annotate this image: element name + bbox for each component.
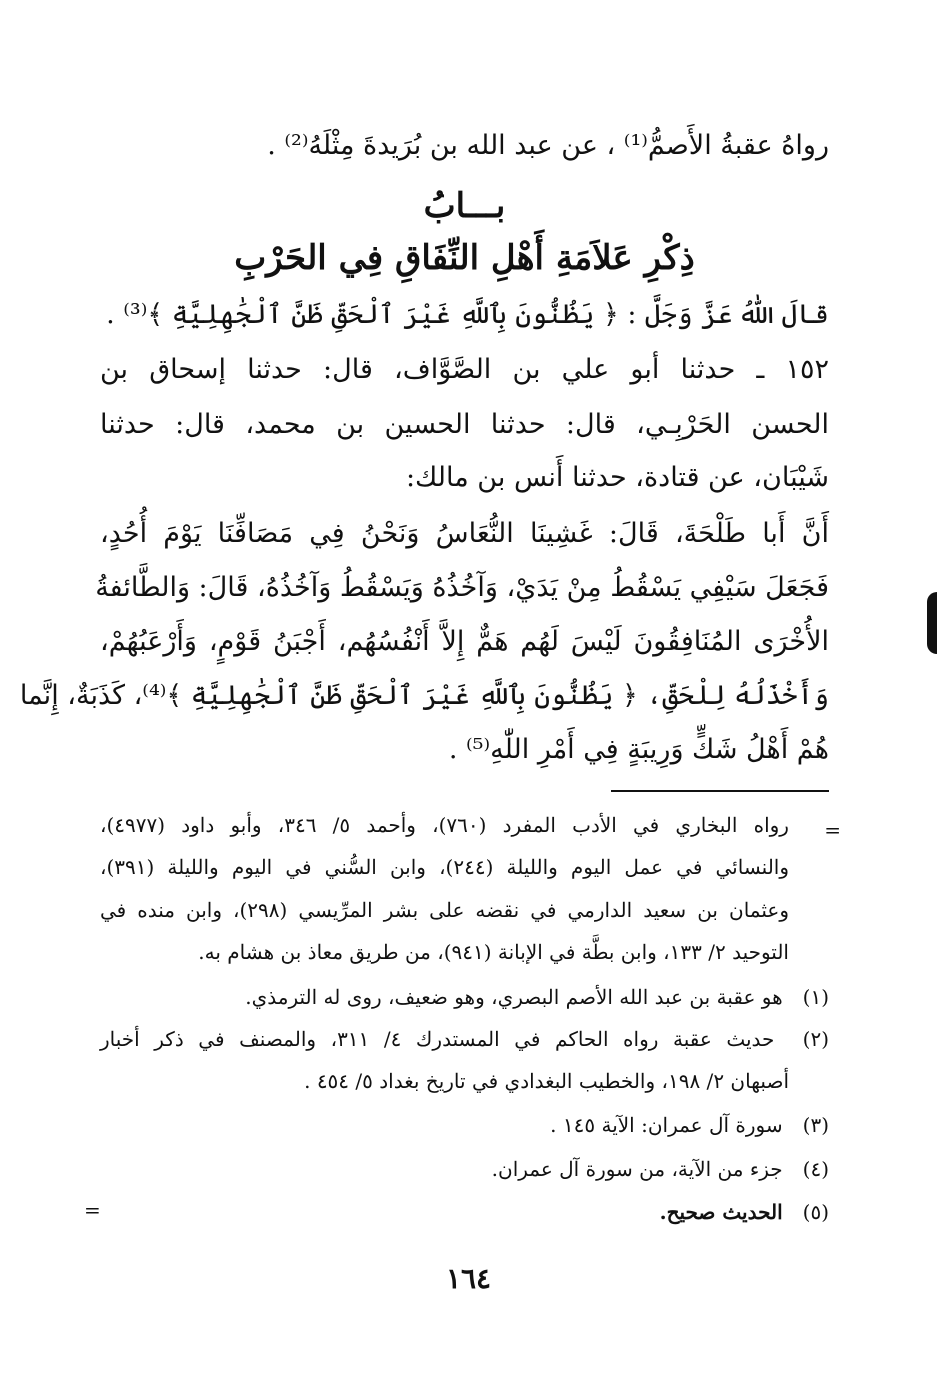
hadith-isnad-line-1: ١٥٢ ـ حدثنا أبو علي بن الصَّوَّاف، قال: حدثنا إسحاق بن: [100, 354, 829, 385]
chapter-label: بـــابُ: [423, 186, 506, 226]
page-edge-tab: [927, 592, 937, 654]
hadith-matn-line-1: أَنَّ أَبا طَلْحَةَ، قَالَ: غَشِينَا النُّعَاسُ وَنَحْنُ فِي مَصَافِّنَا يَوْمَ أُحُدٍ،: [100, 518, 829, 549]
footnote-1: [100, 980, 829, 1014]
footnote-2: [100, 1022, 829, 1056]
hadith-matn-line-4: وَأَخْذَلُهُ لِلْحَقِّ، ﴿ يَظُنُّونَ بِٱللَّهِ غَيْرَ ٱلْحَقِّ ظَنَّ ٱلْجَٰهِلِيَّةِ ﴾⁽⁴⁾، كَذَبَةٌ، إِنَّما: [19, 680, 829, 711]
hadith-matn-line-2: فَجَعَلَ سَيْفِي يَسْقُطُ مِنْ يَدَيْ، وَآخُذُهُ وَيَسْقُطُ وَآخُذُهُ، قَالَ: وَالطَّائفةُ: [95, 572, 829, 603]
footnote-2-line-2: أصبهان ٢/ ١٩٨، والخطيب البغدادي في تاريخ بغداد ٥/ ٤٥٤ .: [304, 1069, 789, 1093]
footnote-number: (١): [802, 985, 829, 1009]
quran-quote-line: قالَ اللّٰهُ عَزَّ وَجَلَّ : ﴿ يَظُنُّونَ بِٱللَّهِ غَيْرَ ٱلْحَقِّ ظَنَّ ٱلْجَٰهِلِيَّةِ ﴾⁽³⁾ .: [106, 299, 829, 330]
footnote-continued-line-4: التوحيد ٢/ ١٣٣، وابن بطَّة في الإبانة (٩٤١)، من طريق معاذ بن هشام به.: [198, 940, 789, 964]
bottom-marker: =: [84, 1198, 101, 1222]
footnote-separator: [611, 790, 829, 792]
footnote-number: (٥): [802, 1200, 829, 1224]
footnote-5: [100, 1195, 829, 1229]
hadith-isnad-line-2: الحسن الحَرْبِـي، قال: حدثنا الحسين بن محمد، قال: حدثنا: [100, 409, 829, 440]
hadith-isnad-line-3: شَيْبَان، عن قتادة، حدثنا أَنس بن مالك:: [405, 462, 829, 493]
footnote-number: (٤): [802, 1157, 829, 1181]
page-number: ١٦٤: [445, 1262, 492, 1295]
footnote-continued-line-1: رواه البخاري في الأدب المفرد (٧٦٠)، وأحمد ٥/ ٣٤٦، وأبو داود (٤٩٧٧)،: [100, 813, 789, 837]
footnote-number: (٣): [802, 1113, 829, 1137]
footnote-number: (٢): [802, 1027, 829, 1051]
hadith-matn-line-3: الأُخْرَى المُنَافِقُونَ لَيْسَ لَهُم هَمٌّ إِلاَّ أَنْفُسُهُم، أَجْبَنُ قَوْمٍ، وَأَرْعَبُهُمْ،: [100, 626, 829, 657]
footnote-4: [100, 1152, 829, 1186]
hadith-matn-line-5: هُمْ أَهْلُ شَكٍّ وَرِيبَةٍ فِي أَمْرِ اللّٰهِ⁽⁵⁾ .: [448, 734, 829, 765]
footnote-text: حديث عقبة رواه الحاكم في المستدرك ٤/ ٣١١، والمصنف في ذكر أخبار: [100, 1027, 775, 1051]
footnote-continued-line-2: والنسائي في عمل اليوم والليلة (٢٤٤)، وابن السُّني في اليوم والليلة (٣٩١)،: [100, 855, 790, 879]
intro-line: رواهُ عقبةُ الأَصمُّ⁽¹⁾ ، عن عبد الله بن بُرَيدةَ مِثْلَهُ⁽²⁾ .: [267, 130, 829, 161]
footnote-text: سورة آل عمران: الآية ١٤٥ .: [550, 1113, 783, 1137]
chapter-title: ذِكْرِ عَلاَمَةِ أَهْلِ النِّفَاقِ فِي الحَرْبِ: [234, 238, 695, 278]
footnote-text: جزء من الآية، من سورة آل عمران.: [491, 1157, 783, 1181]
continuation-marker: =: [824, 818, 841, 842]
footnote-continued-line-3: وعثمان بن سعيد الدارمي في نقضه على بشر المرِّيسي (٢٩٨)، وابن منده في: [100, 898, 789, 922]
footnote-3: [100, 1108, 829, 1142]
footnote-text: الحديث صحيح.: [659, 1200, 783, 1224]
footnote-text: هو عقبة بن عبد الله الأصم البصري، وهو ضعيف، روى له الترمذي.: [245, 985, 783, 1009]
